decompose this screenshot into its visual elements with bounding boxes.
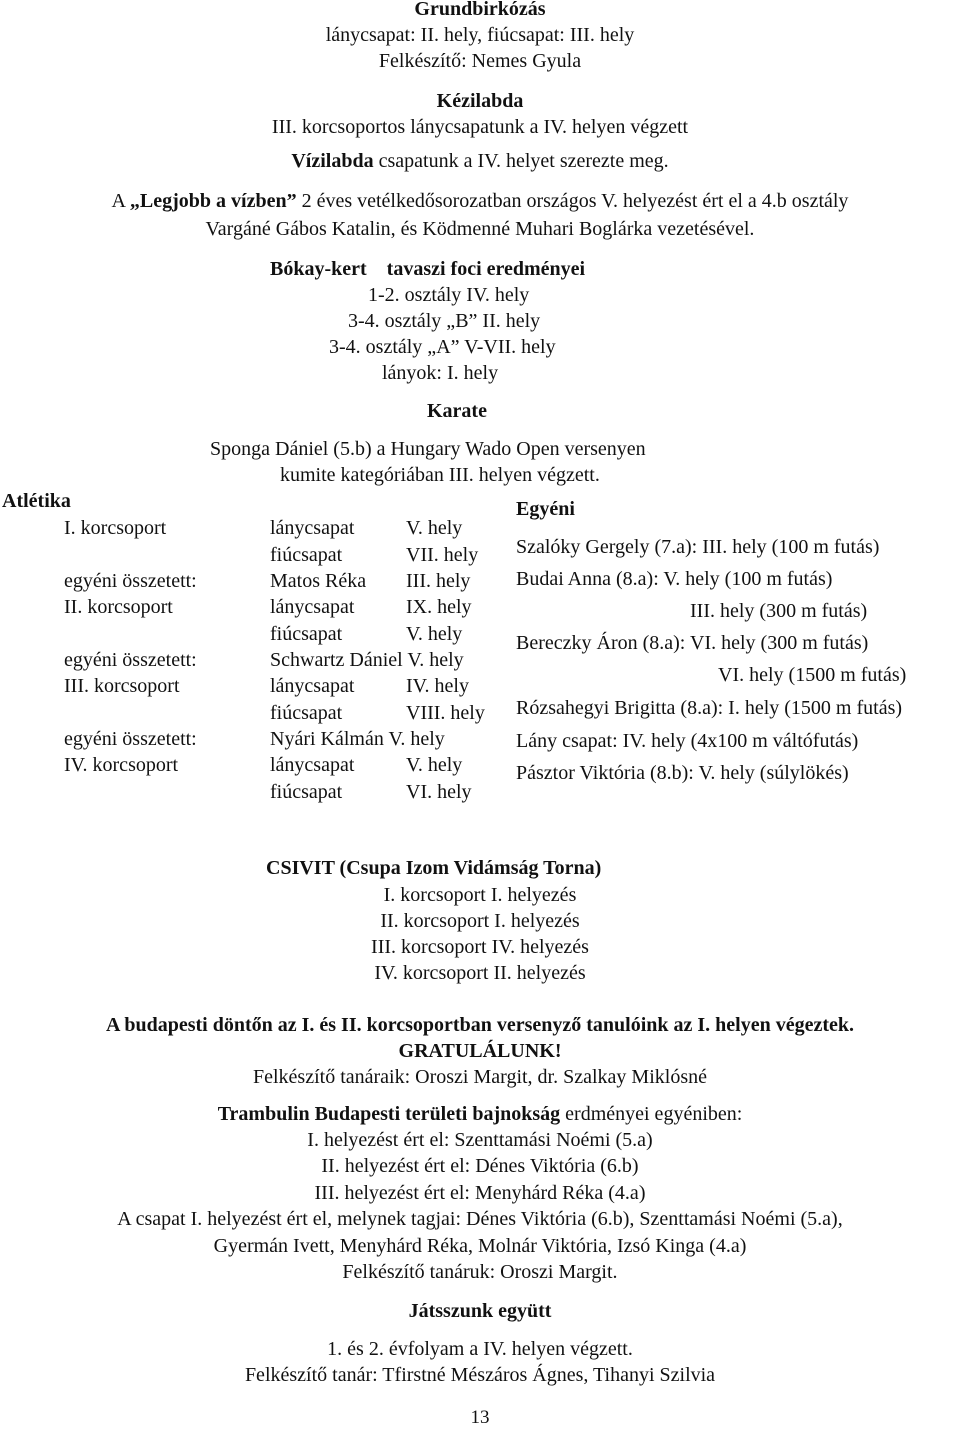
budapest-congrats: GRATULÁLUNK! — [398, 1040, 562, 1062]
jatsszunk-line1: 1. és 2. évfolyam a IV. helyen végzett. — [327, 1338, 633, 1360]
atletika-cell: Schwartz Dániel V. hely — [270, 649, 464, 671]
atletika-cell: VIII. hely — [406, 702, 485, 724]
budapest-coaches: Felkészítő tanáraik: Oroszi Margit, dr. Szalkay Miklósné — [253, 1066, 707, 1088]
grundbirkozas-result: lánycsapat: II. hely, fiúcsapat: III. hely — [325, 24, 635, 46]
atletika-cell: fiúcsapat — [270, 781, 343, 803]
legjobb-prefix: A — [111, 190, 130, 212]
egyeni-line: Pásztor Viktória (8.b): V. hely (súlylökés) — [516, 762, 849, 784]
atletika-cell: V. hely — [406, 754, 463, 776]
egyeni-line: Szalóky Gergely (7.a): III. hely (100 m futás) — [516, 536, 880, 558]
atletika-cell: IX. hely — [406, 596, 472, 618]
atletika-cell: V. hely — [406, 623, 463, 645]
atletika-cell: fiúcsapat — [270, 544, 343, 566]
atletika-cell: IV. korcsoport — [64, 754, 179, 776]
trambulin-title-bold: Trambulin Budapesti területi bajnokság — [217, 1103, 561, 1125]
trambulin-title-rest: erdményei egyéniben: — [560, 1103, 743, 1125]
atletika-cell: fiúcsapat — [270, 623, 343, 645]
atletika-cell: Matos Réka — [270, 570, 367, 592]
atletika-cell: lánycsapat — [270, 675, 355, 697]
atletika-cell: II. korcsoport — [64, 596, 173, 618]
egyeni-line: VI. hely (1500 m futás) — [718, 664, 907, 686]
bokay-line: 3-4. osztály „B” II. hely — [348, 310, 541, 332]
atletika-cell: I. korcsoport — [64, 517, 167, 539]
jatsszunk-line2: Felkészítő tanár: Tfirstné Mészáros Ágnes, Tihanyi Szilvia — [244, 1364, 716, 1386]
atletika-cell: V. hely — [406, 517, 463, 539]
vizilabda-title: Vízilabda — [291, 150, 374, 172]
csivit-title: CSIVIT (Csupa Izom Vidámság Torna) — [266, 857, 602, 879]
legjobb-line1 — [0, 188, 960, 214]
csivit-line: III. korcsoport IV. helyezés — [371, 936, 589, 958]
trambulin-line: A csapat I. helyezést ért el, melynek tagjai: Dénes Viktória (6.b), Szenttamási Noémi (5.a), — [117, 1208, 843, 1230]
trambulin-line: I. helyezést ért el: Szenttamási Noémi (5.a) — [307, 1129, 653, 1151]
atletika-cell: III. korcsoport — [64, 675, 180, 697]
vizilabda-result: csapatunk a IV. helyet szerezte meg. — [373, 150, 669, 172]
atletika-cell: VII. hely — [406, 544, 479, 566]
grundbirkozas-coach: Felkészítő: Nemes Gyula — [378, 50, 582, 72]
atletika-cell: fiúcsapat — [270, 702, 343, 724]
atletika-title: Atlétika — [2, 490, 71, 512]
trambulin-line: III. helyezést ért el: Menyhárd Réka (4.a) — [314, 1182, 646, 1204]
bokay-line: lányok: I. hely — [382, 362, 499, 384]
csivit-line: II. korcsoport I. helyezés — [380, 910, 580, 932]
egyeni-line: Budai Anna (8.a): V. hely (100 m futás) — [516, 568, 833, 590]
page-number: 13 — [470, 1407, 490, 1428]
egyeni-title: Egyéni — [516, 498, 575, 520]
atletika-cell: Nyári Kálmán V. hely — [270, 728, 445, 750]
legjobb-line2: Vargáné Gábos Katalin, és Ködmenné Muhari Boglárka vezetésével. — [205, 218, 755, 240]
csivit-line: IV. korcsoport II. helyezés — [374, 962, 586, 984]
legjobb-title: „Legjobb a vízben” — [129, 190, 297, 212]
atletika-cell: VI. hely — [406, 781, 472, 803]
vizilabda-line — [0, 148, 960, 174]
bokay-line: 1-2. osztály IV. hely — [368, 284, 530, 306]
csivit-line: I. korcsoport I. helyezés — [383, 884, 577, 906]
atletika-cell: egyéni összetett: — [64, 570, 197, 592]
atletika-cell: IV. hely — [406, 675, 469, 697]
atletika-cell: egyéni összetett: — [64, 728, 197, 750]
egyeni-line: Rózsahegyi Brigitta (8.a): I. hely (1500 m futás) — [516, 697, 903, 719]
egyeni-line: Bereczky Áron (8.a): VI. hely (300 m futás) — [516, 632, 869, 654]
egyeni-line: Lány csapat: IV. hely (4x100 m váltófutás) — [516, 730, 859, 752]
atletika-cell: lánycsapat — [270, 596, 355, 618]
karate-line1: Sponga Dániel (5.b) a Hungary Wado Open versenyen — [210, 438, 646, 460]
trambulin-line: Gyermán Ivett, Menyhárd Réka, Molnár Viktória, Izsó Kinga (4.a) — [213, 1235, 747, 1257]
atletika-cell: lánycsapat — [270, 517, 355, 539]
atletika-cell: III. hely — [406, 570, 471, 592]
trambulin-line: II. helyezést ért el: Dénes Viktória (6.b) — [321, 1155, 639, 1177]
budapest-line1: A budapesti döntőn az I. és II. korcsoportban versenyző tanulóink az I. helyen végeztek. — [105, 1014, 855, 1036]
jatsszunk-title: Játsszunk együtt — [408, 1300, 552, 1322]
egyeni-line: III. hely (300 m futás) — [690, 600, 868, 622]
bokay-title: Bókay-kert tavaszi foci eredményei — [270, 258, 586, 280]
karate-line2: kumite kategóriában III. helyen végzett. — [280, 464, 600, 486]
karate-title: Karate — [427, 400, 487, 422]
trambulin-title — [0, 1101, 960, 1127]
atletika-cell: lánycsapat — [270, 754, 355, 776]
trambulin-line: Felkészítő tanáruk: Oroszi Margit. — [342, 1261, 618, 1283]
bokay-line: 3-4. osztály „A” V-VII. hely — [329, 336, 556, 358]
grundbirkozas-title: Grundbirkózás — [414, 0, 546, 20]
legjobb-text: 2 éves vetélkedősorozatban országos V. helyezést ért el a 4.b osztály — [296, 190, 849, 212]
kezilabda-title: Kézilabda — [436, 90, 524, 112]
atletika-cell: egyéni összetett: — [64, 649, 197, 671]
kezilabda-result: III. korcsoportos lánycsapatunk a IV. helyen végzett — [271, 116, 689, 138]
